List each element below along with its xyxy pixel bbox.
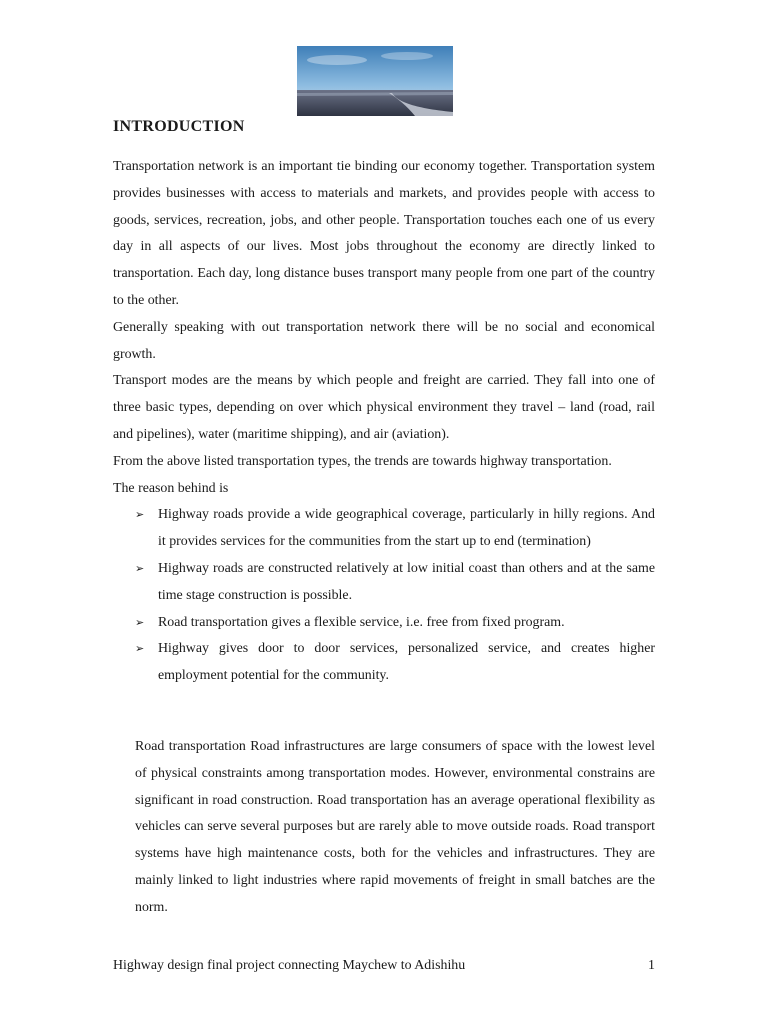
bullet-text: Highway roads are constructed relatively at low initial coast than others and at the same time stage construction is possible. <box>158 560 655 603</box>
introduction-body <box>113 154 655 690</box>
paragraph-reason-intro: The reason behind is <box>113 480 229 496</box>
arrow-bullet-icon: ➢ <box>135 616 145 629</box>
page-footer <box>113 958 655 974</box>
reason-bullet-list <box>113 502 655 690</box>
bullet-text: Highway roads provide a wide geographical coverage, particularly in hilly regions. And it provides services for the communities from the start up to end (termination) <box>158 507 655 550</box>
list-item <box>113 610 655 637</box>
paragraph-social-growth: Generally speaking with out transportation network there will be no social and economical growth. <box>113 319 655 362</box>
list-item <box>113 502 655 556</box>
section-heading: INTRODUCTION <box>113 118 245 135</box>
list-item <box>113 556 655 610</box>
arrow-bullet-icon: ➢ <box>135 562 145 575</box>
paragraph-transportation-network: Transportation network is an important tie binding our economy together. Transportation system provides businesses with access to materials and markets, and provides people with access to goods, services, recreation, jobs, and other people. Transportation touches each one of us every day in all aspects of our lives. Most jobs throughout the economy are directly linked to transportation. Each day, long distance buses transport many people from one part of the country to the other. <box>113 159 655 308</box>
road-landscape-image <box>297 46 453 116</box>
page-number: 1 <box>648 958 655 973</box>
arrow-bullet-icon: ➢ <box>135 509 145 522</box>
arrow-bullet-icon: ➢ <box>135 643 145 656</box>
paragraph-road-transportation: Road transportation Road infrastructures are large consumers of space with the lowest level of physical constraints among transportation modes. However, environmental constrains are significant in road construction. Road transportation has an average operational flexibility as vehicles can serve several purposes but are rarely able to move outside roads. Road transport systems have high maintenance costs, both for the vehicles and infrastructures. They are mainly linked to light industries where rapid movements of freight in small batches are the norm. <box>135 739 655 915</box>
bullet-text: Highway gives door to door services, personalized service, and creates higher employment potential for the community. <box>158 641 655 684</box>
footer-title: Highway design final project connecting Maychew to Adishihu <box>113 958 466 973</box>
bullet-text: Road transportation gives a flexible service, i.e. free from fixed program. <box>158 614 565 630</box>
list-item <box>113 636 655 690</box>
paragraph-transport-modes: Transport modes are the means by which people and freight are carried. They fall into one of three basic types, depending on over which physical environment they travel – land (road, rail and pipelines), water (maritime shipping), and air (aviation). <box>113 373 655 442</box>
paragraph-trend-highway: From the above listed transportation types, the trends are towards highway transportation. <box>113 453 612 469</box>
